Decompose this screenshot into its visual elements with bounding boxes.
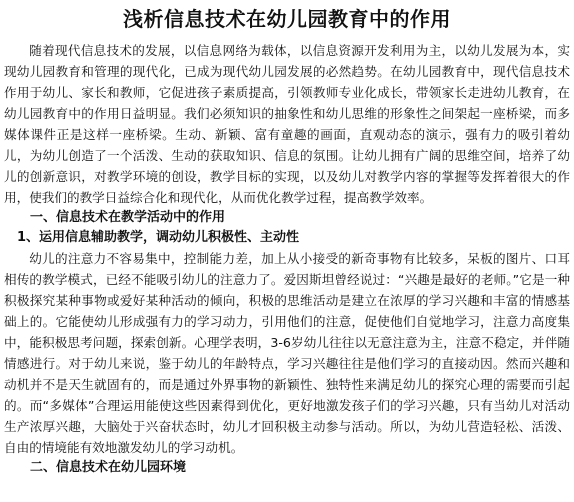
section-heading-2-partial: 二、信息技术在幼儿园环境 <box>30 460 187 475</box>
body-paragraph: 幼儿的注意力不容易集中，控制能力差，加上从小接受的新奇事物有比较多，呆板的图片、口耳相传的教学模式，已经不能吸引幼儿的注意力了。爱因斯坦曾经说过：“兴趣是最好的老师。”它是一种积极探究某种事物或爱好某种活动的倾向，积极的思维活动是建立在浓厚的学习兴趣和丰富的情感基础上的。它能使幼儿形成强有力的学习动力，引用他们的注意，促使他们自觉地学习，注意力高度集中，能积极思考问题，探索创新。心理学表明，3-6岁幼儿往往以无意注意为主，注意不稳定，并伴随情感进行。对于幼儿来说，鉴于幼儿的年龄特点，学习兴趣往往是他们学习的直接动因。然而兴趣和动机并不是天生就固有的，而是通过外界事物的新颖性、独特性来满足幼儿的探究心理的需要而引起的。而“多媒体”合理运用能使这些因素得到优化，更好地激发孩子们的学习兴趣，只有当幼儿对活动生产浓厚兴趣，大脑处于兴奋状态时，幼儿才回积极主动参与活动。所以，为幼儿营造轻松、活泼、自由的情境能有效地激发幼儿的学习动机。 <box>4 251 570 455</box>
article-title: 浅析信息技术在幼儿园教育中的作用 <box>123 7 451 31</box>
section-heading-1: 一、信息技术在教学活动中的作用 <box>30 210 226 225</box>
subsection-heading-1: 1、运用信息辅助教学，调动幼儿积极性、主动性 <box>17 230 300 245</box>
intro-paragraph: 随着现代信息技术的发展，以信息网络为载体，以信息资源开发利用为主，以幼儿发展为本，实现幼儿园教育和管理的现代化，已成为现代幼儿园发展的必然趋势。在幼儿园教育中，现代信息技术作用于幼儿、家长和教师，它促进孩子素质提高，引领教师专业化成长，带领家长走进幼儿教育，在幼儿园教育中的作用日益明显。我们必须知识的抽象性和幼儿思维的形象性之间架起一座桥梁，而多媒体课件正是这样一座桥梁。生动、新颖、富有童趣的画面，直观动态的演示，强有力的吸引着幼儿，为幼儿创造了一个活泼、生动的获取知识、信息的氛围。让幼儿拥有广阔的思维空间，培养了幼儿的创新意识，对教学环境的创设，教学目标的实现，以及幼儿对教学内容的掌握等发挥着很大的作用，使我们的教学日益综合化和现代化，从而优化教学过程，提高教学效率。 <box>4 43 570 205</box>
